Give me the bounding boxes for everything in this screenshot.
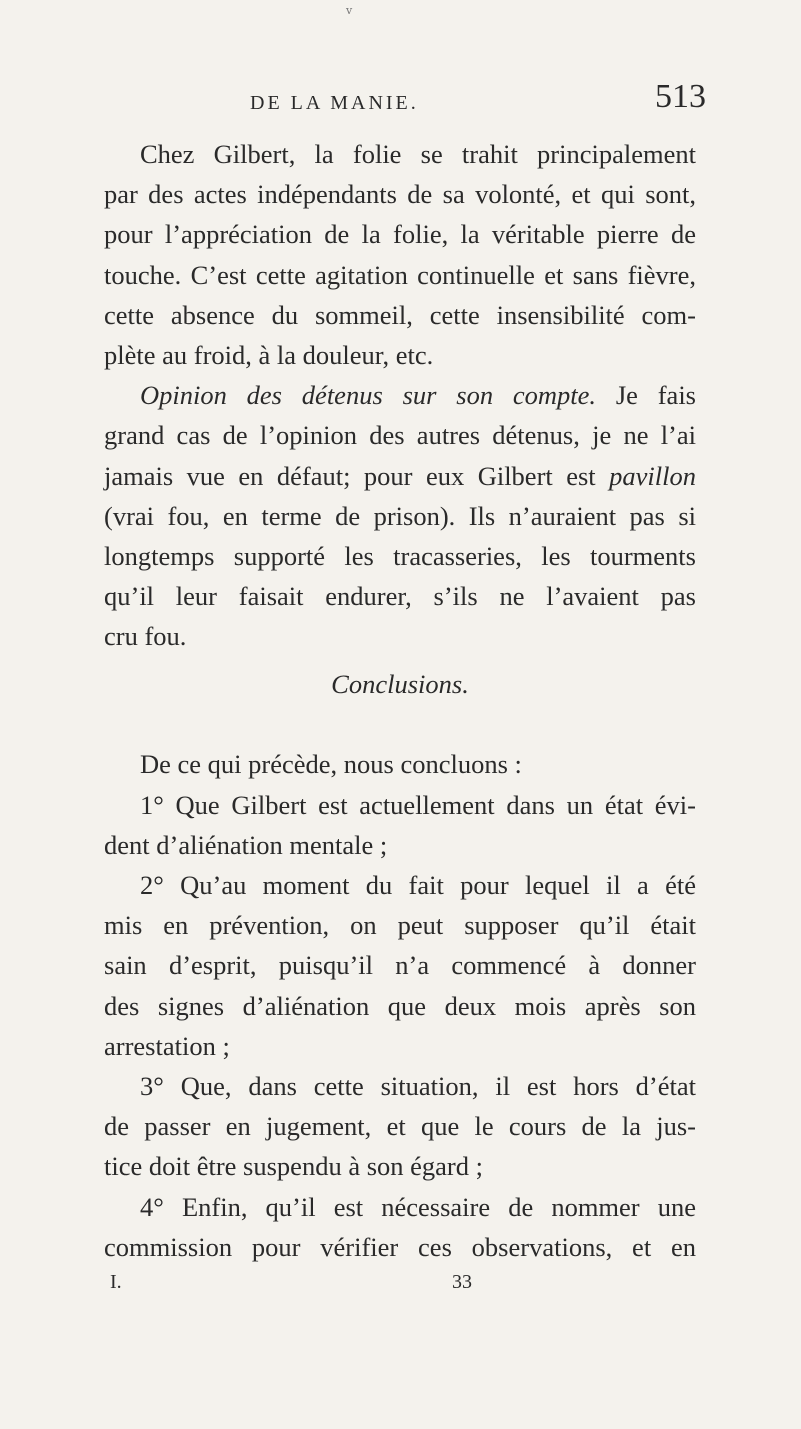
page-footer xyxy=(0,1271,801,1301)
text-line: sain d’esprit, puisqu’il n’a commencé à donner xyxy=(104,950,696,981)
text-line: 3° Que, dans cette situation, il est hors d’état xyxy=(140,1070,696,1101)
text-line: (vrai fou, en terme de prison). Ils n’auraient pas si xyxy=(104,500,696,531)
text-line: de passer en jugement, et que le cours de la jus- xyxy=(104,1111,696,1142)
text-line: des signes d’aliénation que deux mois après son xyxy=(104,990,696,1021)
section-title: Conclusions. xyxy=(331,669,469,700)
text-line-with-emphasis xyxy=(104,456,696,496)
page-header xyxy=(0,78,801,118)
text-line: 2° Qu’au moment du fait pour lequel il a été xyxy=(140,870,696,900)
text-line: longtemps supporté les tracasseries, les tourments xyxy=(104,540,696,571)
page-number: 513 xyxy=(655,78,706,115)
conclusions-intro: De ce qui précède, nous concluons : xyxy=(140,749,522,780)
text-line: commission pour vérifier ces observations, et en xyxy=(104,1231,696,1262)
text-line: qu’il leur faisait endurer, s’ils ne l’avaient pas xyxy=(104,581,696,612)
section-gap xyxy=(104,710,696,744)
signature-mark: I. xyxy=(110,1271,122,1293)
running-head: DE LA MANIE. xyxy=(250,92,419,114)
sheet-number: 33 xyxy=(452,1271,472,1293)
text-line: arrestation ; xyxy=(104,1030,230,1061)
text-line: par des actes indépendants de sa volonté, et qui sont, xyxy=(104,179,696,210)
text-line: cru fou. xyxy=(104,621,187,652)
text-fragment: Je fais xyxy=(615,380,696,411)
text-fragment: jamais vue en défaut; pour eux Gilbert est xyxy=(104,460,596,491)
text-line: mis en prévention, on peut supposer qu’il était xyxy=(104,910,696,941)
emphasized-word: pavillon xyxy=(609,460,697,491)
text-line: plète au froid, à la douleur, etc. xyxy=(104,339,434,370)
top-margin-mark: v xyxy=(346,4,353,17)
body-text xyxy=(104,134,696,1267)
text-line: dent d’aliénation mentale ; xyxy=(104,829,388,860)
text-line: Chez Gilbert, la folie se trahit principalement xyxy=(140,139,696,169)
text-line: tice doit être suspendu à son égard ; xyxy=(104,1151,483,1182)
text-line-with-heading xyxy=(104,375,696,415)
text-line: grand cas de l’opinion des autres détenus, je ne l’ai xyxy=(104,420,696,451)
text-line: touche. C’est cette agitation continuelle et sans fièvre, xyxy=(104,259,696,290)
text-line: cette absence du sommeil, cette insensibilité com- xyxy=(104,299,696,330)
text-line: pour l’appréciation de la folie, la véritable pierre de xyxy=(104,219,696,250)
text-line: 4° Enfin, qu’il est nécessaire de nommer une xyxy=(140,1191,696,1222)
text-line: 1° Que Gilbert est actuellement dans un état évi- xyxy=(140,789,696,820)
run-in-heading: Opinion des détenus sur son compte. xyxy=(140,380,597,411)
